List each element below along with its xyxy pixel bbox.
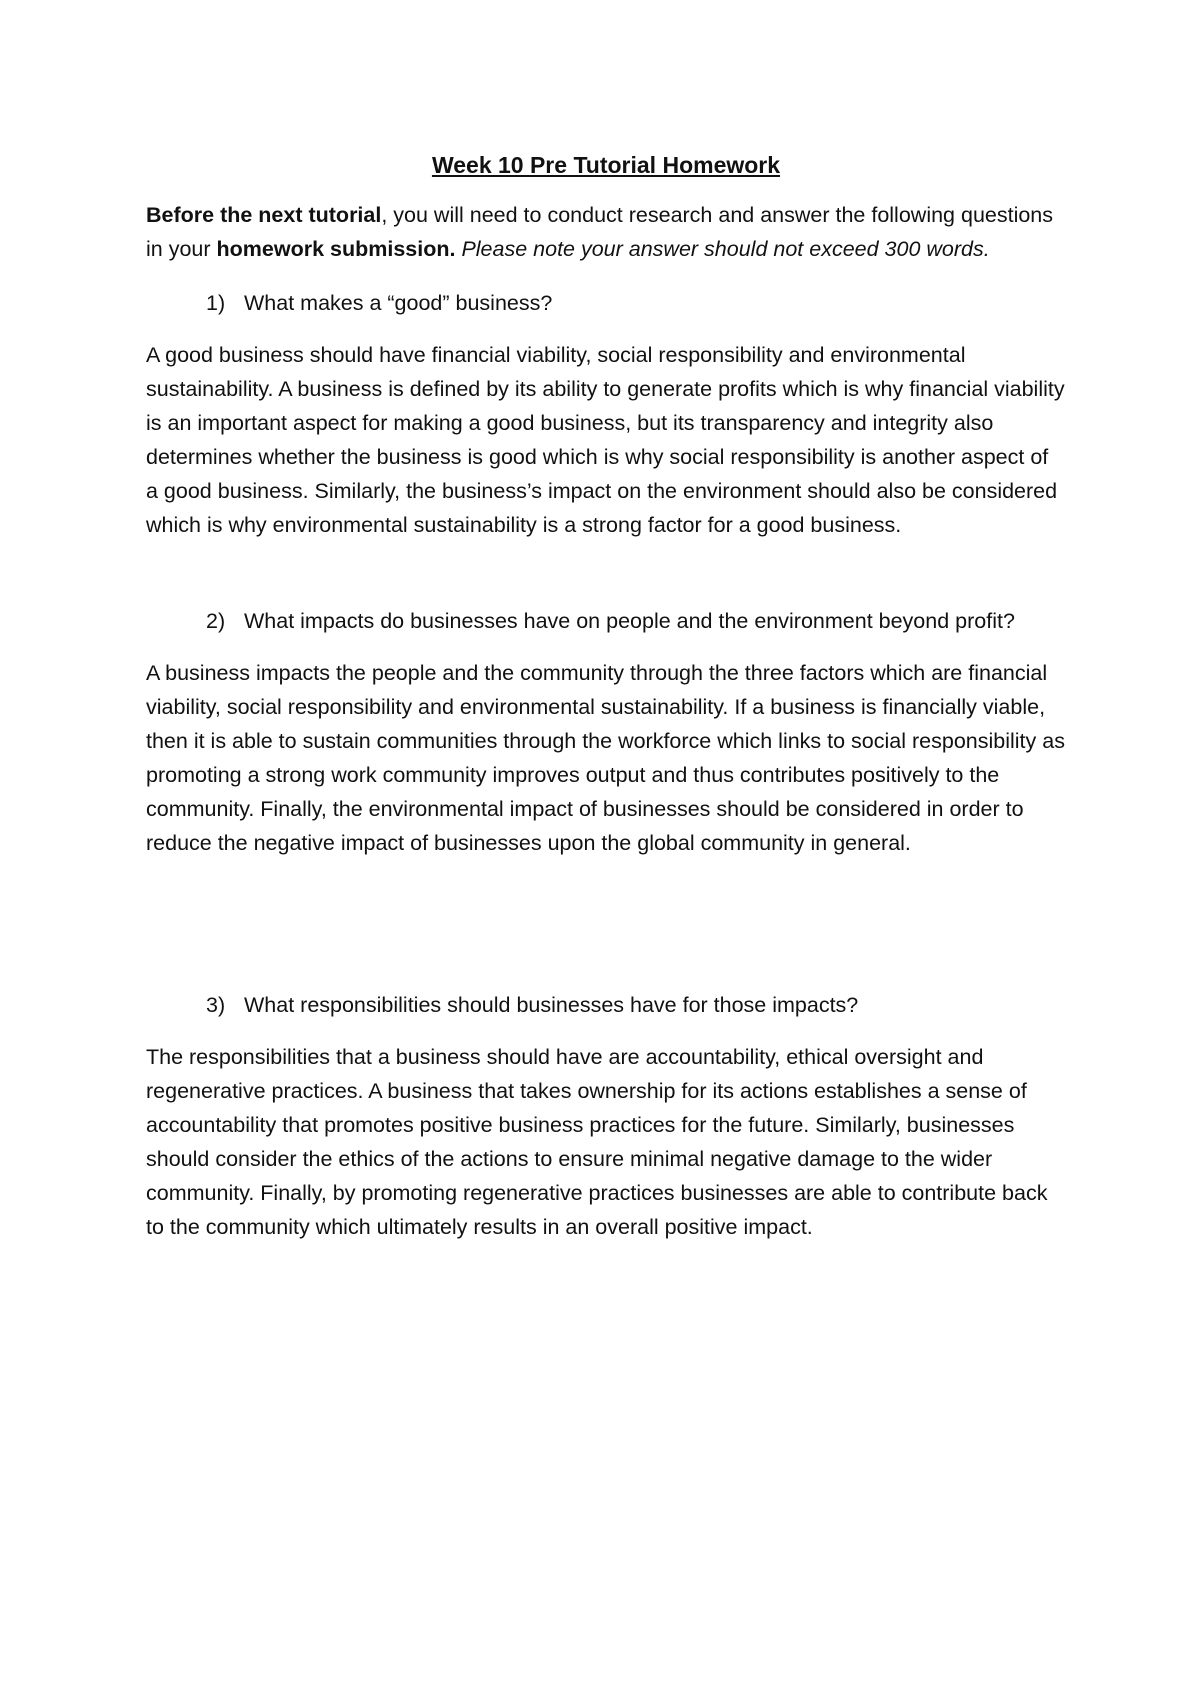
question-1 [146, 286, 1066, 320]
question-number: 1) [206, 291, 226, 315]
question-text: What responsibilities should businesses have for those impacts? [244, 993, 859, 1017]
spacer [146, 860, 1066, 988]
spacer [146, 542, 1066, 604]
answer-3: The responsibilities that a business should have are accountability, ethical oversight and regenerative practices. A business that takes ownership for its actions establishes a sense of accountability that promotes positive business practices for the future. Similarly, businesses should consider the ethics of the actions to ensure minimal negative damage to the wider community. Finally, by promoting regenerative practices businesses are able to contribute back to the community which ultimately results in an overall positive impact. [146, 1045, 1048, 1239]
question-text: What impacts do businesses have on people and the environment beyond profit? [244, 609, 1015, 633]
question-number: 3) [206, 993, 226, 1017]
intro-text-1: , you will need to conduct research and answer the following questions in your [146, 203, 1054, 261]
intro-note-italic: Please note your answer should not exceed 300 words. [461, 237, 990, 261]
question-2 [146, 604, 1066, 638]
question-number: 2) [206, 609, 226, 633]
intro-paragraph [146, 198, 1066, 266]
question-3 [146, 988, 1066, 1022]
answer-2: A business impacts the people and the community through the three factors which are financial viability, social responsibility and environmental sustainability. If a business is financially viable, then it is able to sustain communities through the workforce which links to social responsibility as promoting a strong work community improves output and thus contributes positively to the community. Finally, the environmental impact of businesses should be considered in order to reduce the negative impact of businesses upon the global community in general. [146, 661, 1065, 855]
page-title: Week 10 Pre Tutorial Homework [431, 152, 781, 178]
document-body [146, 148, 1066, 1244]
question-text: What makes a “good” business? [244, 291, 553, 315]
intro-lead-bold: Before the next tutorial [146, 203, 382, 227]
answer-1: A good business should have financial viability, social responsibility and environmental sustainability. A business is defined by its ability to generate profits which is why financial viability is an important aspect for making a good business, but its transparency and integrity also determines whether the business is good which is why social responsibility is another aspect of a good business. Similarly, the business’s impact on the environment should also be considered which is why environmental sustainability is a strong factor for a good business. [146, 343, 1065, 537]
intro-submission-bold: homework submission. [216, 237, 456, 261]
